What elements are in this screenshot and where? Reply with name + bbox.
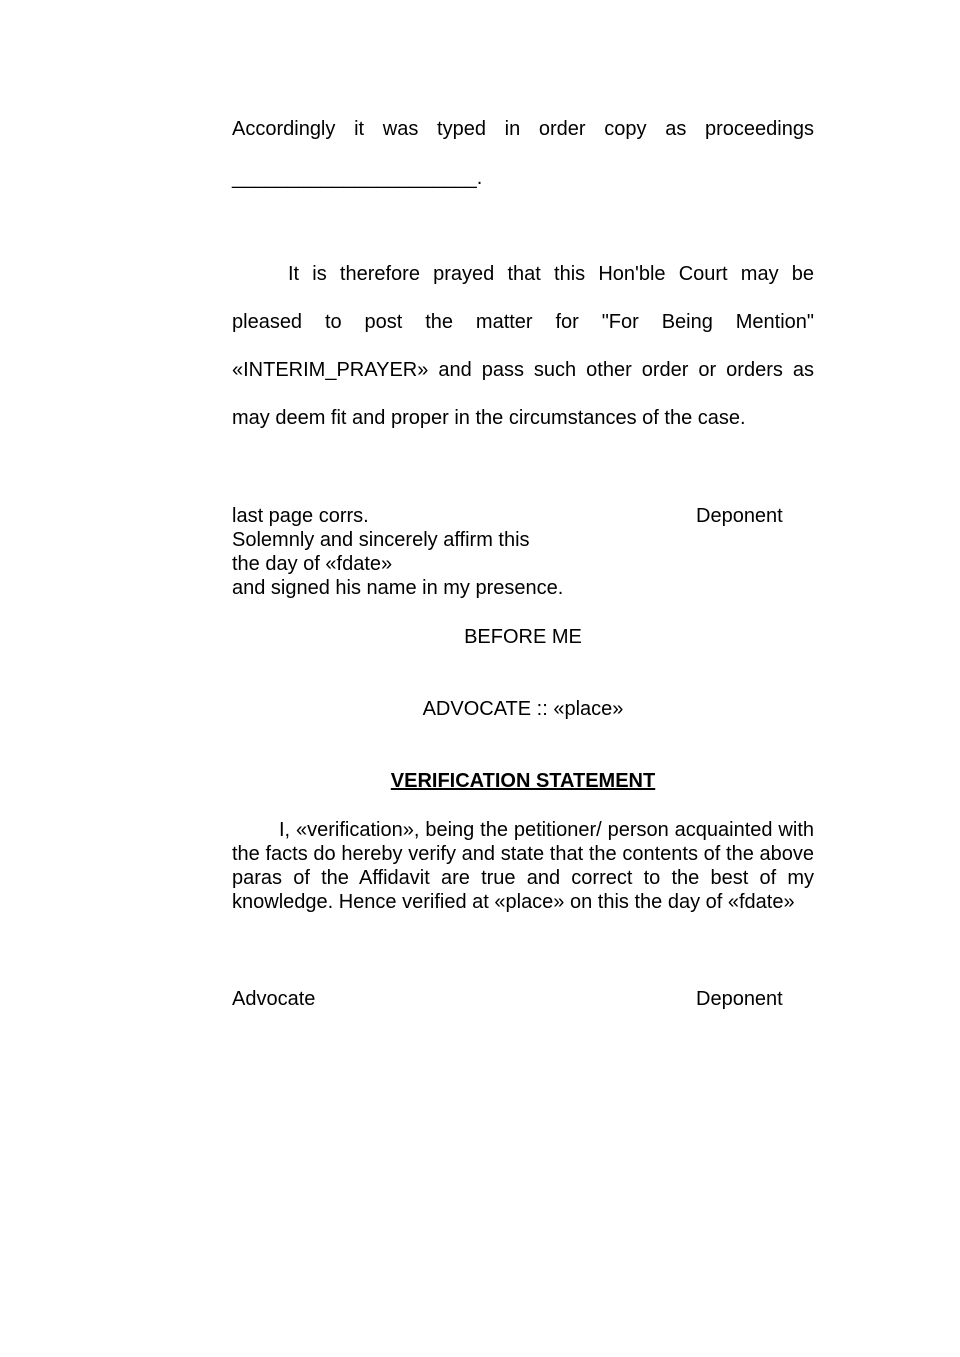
prayer-line-1: It is therefore prayed that this Hon'ble Court may be bbox=[288, 263, 814, 285]
affirmation-deponent-label: Deponent bbox=[696, 505, 783, 527]
affirmation-line-4: and signed his name in my presence. bbox=[232, 577, 564, 599]
verification-heading: VERIFICATION STATEMENT bbox=[390, 770, 656, 792]
before-me-label: BEFORE ME bbox=[464, 626, 582, 648]
deponent-signature-label: Deponent bbox=[696, 988, 783, 1010]
prayer-line-4: may deem fit and proper in the circumstances of the case. bbox=[232, 407, 746, 429]
prayer-line-3: «INTERIM_PRAYER» and pass such other order or orders as bbox=[232, 359, 814, 381]
advocate-place-label: ADVOCATE :: «place» bbox=[422, 698, 624, 720]
verification-paragraph: I, «verification», being the petitioner/ person acquainted with the facts do hereby verify and state that the contents of the above paras of the Affidavit are true and correct to the best of my knowledge. Hence verified at «place» on this the day of «fdate» bbox=[232, 819, 814, 913]
affirmation-line-2: Solemnly and sincerely affirm this bbox=[232, 529, 530, 551]
verification-body bbox=[232, 818, 814, 914]
proceedings-blank-line: ______________________. bbox=[232, 167, 483, 189]
affirmation-line-3: the day of «fdate» bbox=[232, 553, 393, 575]
proceedings-line-1: Accordingly it was typed in order copy as proceedings bbox=[232, 118, 814, 140]
prayer-line-2: pleased to post the matter for "For Being Mention" bbox=[232, 311, 814, 333]
affirmation-line-1: last page corrs. bbox=[232, 505, 369, 527]
advocate-signature-label: Advocate bbox=[232, 988, 316, 1010]
